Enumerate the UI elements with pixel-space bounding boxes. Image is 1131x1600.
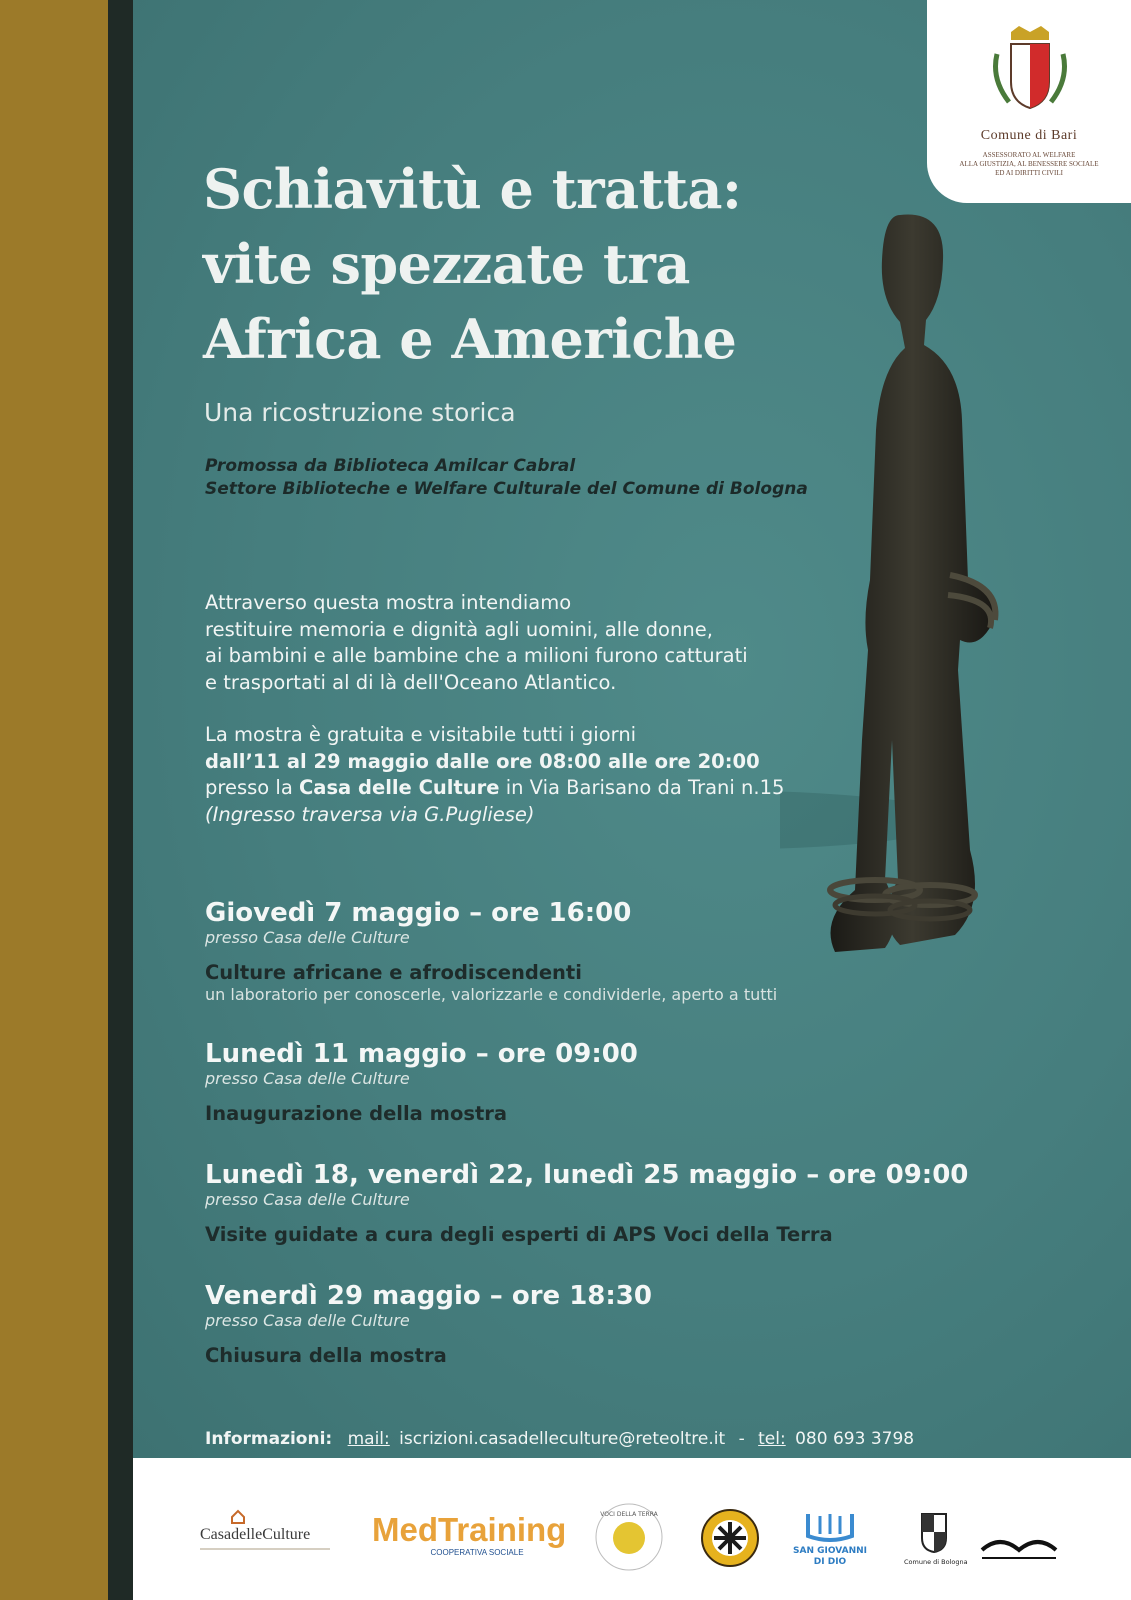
info-label: Informazioni: xyxy=(205,1429,333,1449)
promoted-by: Promossa da Biblioteca Amilcar Cabral Settore Biblioteche e Welfare Culturale del Comune di Bologna xyxy=(205,456,808,499)
book-emblem-logo xyxy=(978,1520,1060,1564)
tel-label: tel: xyxy=(758,1429,786,1449)
event-title: Visite guidate a cura degli esperti di APS Voci della Terra xyxy=(205,1223,833,1246)
org-name: Comune di Bari xyxy=(980,128,1078,143)
page-subtitle: Una ricostruzione storica xyxy=(204,398,516,427)
gold-side-bar xyxy=(0,0,108,1600)
event-place: presso Casa delle Culture xyxy=(205,928,410,947)
comune-bologna-logo: Comune di Bologna xyxy=(904,1510,974,1572)
event-title: Inaugurazione della mostra xyxy=(205,1102,508,1125)
event-note: un laboratorio per conoscerle, valorizzarle e condividerle, aperto a tutti xyxy=(205,985,778,1004)
event-item xyxy=(205,1039,1025,1126)
event-item xyxy=(205,1160,1025,1247)
medtraining-logo: MedTraining COOPERATIVA SOCIALE xyxy=(372,1511,567,1557)
page-title: Schiavitù e tratta: vite spezzate tra Africa e Americhe xyxy=(203,157,742,371)
cross-emblem-logo xyxy=(700,1508,760,1568)
voci-della-terra-logo xyxy=(594,1502,664,1572)
event-place: presso Casa delle Culture xyxy=(205,1069,410,1088)
comune-bari-badge xyxy=(927,0,1131,203)
event-date: Lunedì 11 maggio – ore 09:00 xyxy=(205,1039,638,1069)
event-item xyxy=(205,898,1025,1004)
mail-link[interactable]: iscrizioni.casadelleculture@reteoltre.it xyxy=(399,1429,726,1449)
house-icon xyxy=(230,1508,246,1524)
visit-info: La mostra è gratuita e visitabile tutti i giorni dall’11 al 29 maggio dalle ore 08:00 alle ore 20:00 presso la Casa delle Culture in Via Barisano da Trani n.15 (Ingresso traversa via G.Pugliese) xyxy=(205,723,785,826)
event-date: Lunedì 18, venerdì 22, lunedì 25 maggio – ore 09:00 xyxy=(205,1160,969,1190)
dark-side-strip xyxy=(108,0,133,1600)
contact-info: Informazioni: mail: iscrizioni.casadelleculture@reteoltre.it - tel: 080 693 3798 xyxy=(205,1429,915,1449)
exhibition-description: Attraverso questa mostra intendiamo restituire memoria e dignità agli uomini, alle donne, ai bambini e alle bambine che a milioni furono catturati e trasportati al di là dell'Oceano Atlantico. xyxy=(205,591,748,694)
tel-link[interactable]: 080 693 3798 xyxy=(795,1429,915,1449)
event-date: Giovedì 7 maggio – ore 16:00 xyxy=(205,898,632,928)
casa-delle-culture-logo: CasadelleCulture xyxy=(200,1508,335,1558)
event-date: Venerdì 29 maggio – ore 18:30 xyxy=(205,1281,652,1311)
bologna-crest-icon xyxy=(914,1510,954,1554)
hands-icon xyxy=(800,1512,860,1542)
svg-text:VOCI DELLA TERRA: VOCI DELLA TERRA xyxy=(600,1511,658,1518)
event-title: Culture africane e afrodiscendenti xyxy=(205,961,582,984)
event-item xyxy=(205,1281,1025,1368)
event-place: presso Casa delle Culture xyxy=(205,1311,410,1330)
san-giovanni-di-dio-logo: SAN GIOVANNI DI DIO xyxy=(790,1512,870,1572)
org-department: ASSESSORATO AL WELFARE ALLA GIUSTIZIA, AL BENESSERE SOCIALE ED AI DIRITTI CIVILI xyxy=(959,151,1099,177)
mail-label: mail: xyxy=(347,1429,390,1449)
bari-coat-of-arms-icon xyxy=(989,24,1071,114)
event-place: presso Casa delle Culture xyxy=(205,1190,410,1209)
event-title: Chiusura della mostra xyxy=(205,1344,447,1367)
